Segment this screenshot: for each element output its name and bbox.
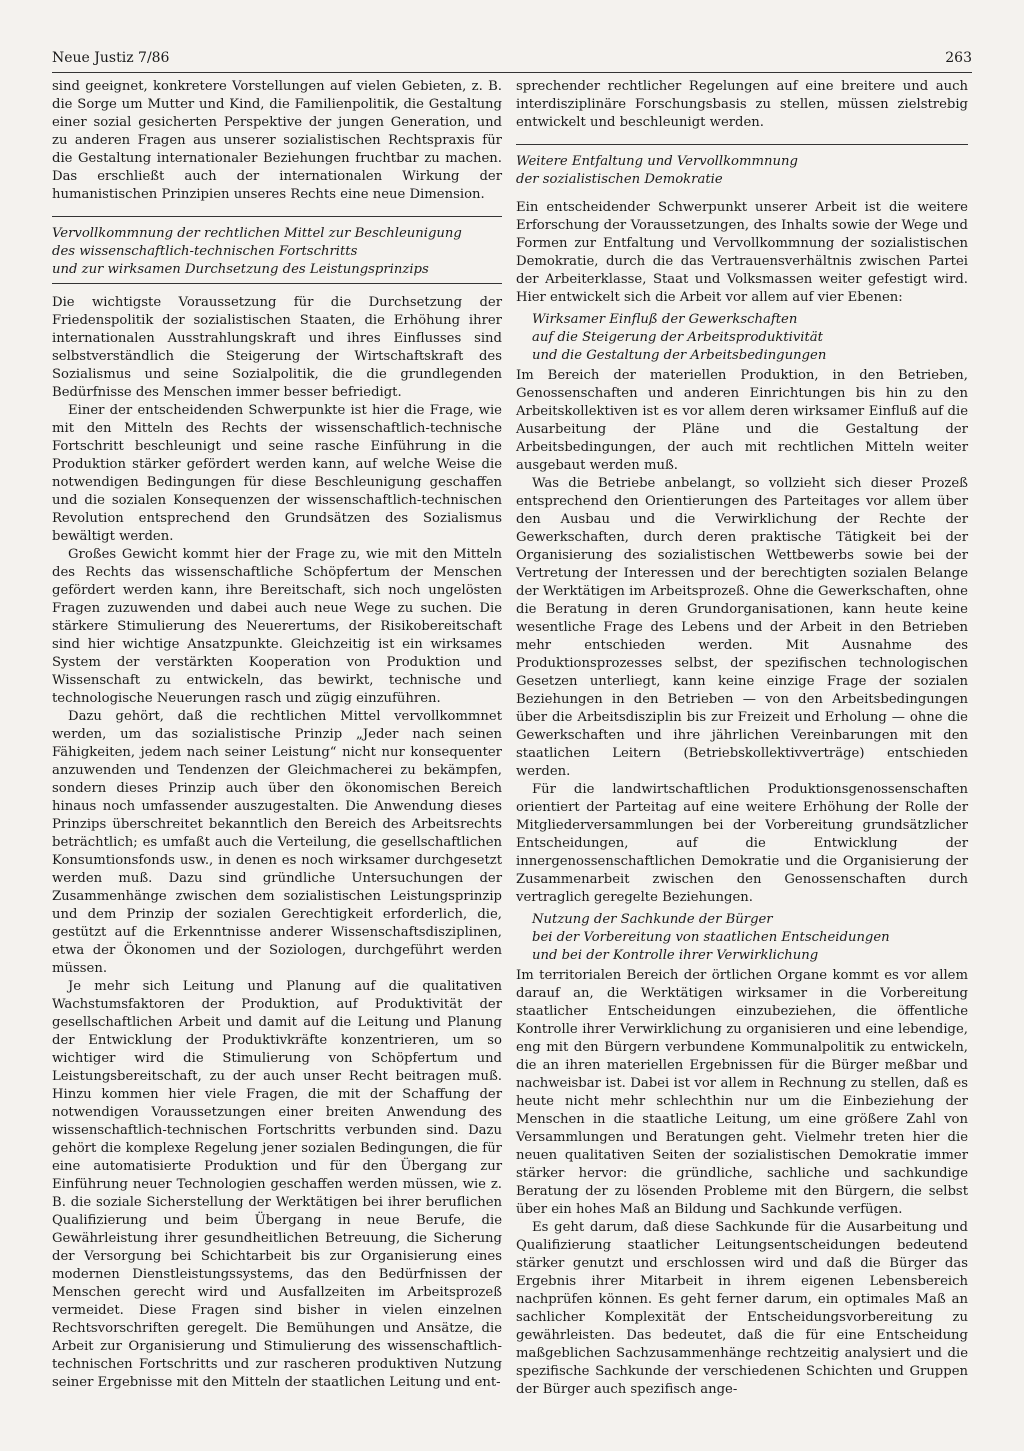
page-header — [52, 50, 972, 73]
paragraph: Es geht darum, daß diese Sachkunde für die Ausarbeitung und Qualifizierung staatlicher Leitungsentscheidungen bedeutend stärker genutzt und erschlossen wird und daß die Bürger das Ergebnis ihrer Mitarbeit in ihrem eigenen Lebensbereich nachprüfen können. Es geht ferner darum, ein optimales Maß an sachlicher Komplexität der Entscheidungsvorbereitung zu gewährleisten. Das bedeutet, daß die für eine Entscheidung maßgeblichen Sachzusammenhänge rechtzeitig analysiert und die spezifische Sachkunde der verschiedenen Schichten und Gruppen der Bürger auch spezifisch ange- — [516, 1220, 968, 1397]
paragraph: Die wichtigste Voraussetzung für die Durchsetzung der Friedenspolitik der sozialistischen Staaten, die Erhöhung ihrer internationalen Ausstrahlungskraft und ihres Einflusses sind selbstverständlich die Steigerung der Wirtschaftskraft des Sozialismus und seine Sozialpolitik, die die grundlegenden Bedürfnisse des Menschen immer besser befriedigt. — [52, 295, 502, 400]
journal-title: Neue Justiz 7/86 — [52, 50, 170, 66]
section-heading: Weitere Entfaltung und Vervollkommnung der sozialistischen Demokratie — [516, 144, 968, 189]
page-number: 263 — [945, 50, 972, 66]
right-column — [516, 78, 968, 1399]
subsection-heading: Nutzung der Sachkunde der Bürger bei der Vorbereitung von staatlichen Entscheidungen und bei der Kontrolle ihrer Verwirklichung — [532, 912, 890, 963]
paragraph: Einer der entscheidenden Schwerpunkte ist hier die Frage, wie mit den Mitteln des Rechts der wissenschaftlich-technische Fortschritt beschleunigt und seine rasche Einführung in die Produktion stärker gefördert werden kann, auf welche Weise die notwendigen Bedingungen für diese Beschleunigung geschaffen und die sozialen Konsequenzen der wissenschaftlich-technischen Revolution entsprechend den Grundsätzen des Sozialismus bewältigt werden. — [52, 403, 502, 544]
paragraph: Dazu gehört, daß die rechtlichen Mittel vervollkommnet werden, um das sozialistische Prinzip „Jeder nach seinen Fähigkeiten, jedem nach seiner Leistung“ nicht nur konsequenter anzuwenden und Tendenzen der Gleichmacherei zu bekämpfen, sondern dieses Prinzip auch über den ökonomischen Bereich hinaus noch umfassender auszugestalten. Die Anwendung dieses Prinzips überschreitet bekanntlich den Bereich des Arbeitsrechts beträchtlich; es umfaßt auch die Verteilung, die gesellschaftlichen Konsumtionsfonds usw., in denen es noch wirksamer durchgesetzt werden muß. Dazu sind gründliche Untersuchungen der Zusammenhänge zwischen dem sozialistischen Leistungsprinzip und dem Prinzip der sozialen Gerechtigkeit erforderlich, die, gestützt auf die Erkenntnisse anderer Wissenschaftsdisziplinen, etwa der Ökonomen und der Soziologen, durchgeführt werden müssen. — [52, 709, 502, 976]
paragraph: Was die Betriebe anbelangt, so vollzieht sich dieser Prozeß entsprechend den Orientierungen des Parteitages vor allem über den Ausbau und die Verwirklichung der Rechte der Gewerkschaften, durch deren praktische Tätigkeit bei der Organisierung des sozialistischen Wettbewerbs sowie bei der Vertretung der Interessen und der berechtigten sozialen Belange der Werktätigen im Arbeitsprozeß. Ohne die Gewerkschaften, ohne die Beratung in deren Grundorganisationen, kann heute keine wesentliche Frage des Lebens und der Arbeit in den Betrieben mehr entschieden werden. Mit Ausnahme des Produktionsprozesses selbst, der spezifischen technologischen Gesetzen unterliegt, kann keine einzige Frage der sozialen Beziehungen in den Betrieben — von den Arbeitsbedingungen über die Arbeitsdisziplin bis zur Freizeit und Erholung — ohne die Gewerkschaften und ihre jährlichen Vereinbarungen mit den staatlichen Leitern (Betriebskollektivverträge) entschieden werden. — [516, 476, 968, 779]
subsection-heading: Wirksamer Einfluß der Gewerkschaften auf die Steigerung der Arbeitsproduktivität und die Gestaltung der Arbeitsbedingungen — [532, 312, 827, 363]
paragraph: Großes Gewicht kommt hier der Frage zu, wie mit den Mitteln des Rechts das wissenschaftliche Schöpfertum der Menschen gefördert werden kann, ihre Bereitschaft, sich noch ungelösten Fragen zuzuwenden und dabei auch neue Wege zu suchen. Die stärkere Stimulierung des Neuerertums, der Risikobereitschaft sind hier wichtige Ansatzpunkte. Gleichzeitig ist ein wirksames System der verstärkten Kooperation von Produktion und Wissenschaft zu entwickeln, das bewirkt, technische und technologische Neuerungen rasch und zügig einzuführen. — [52, 547, 502, 706]
paragraph: Je mehr sich Leitung und Planung auf die qualitativen Wachstumsfaktoren der Produktion, auf Produktivität der gesellschaftlichen Arbeit und damit auf die Leitung und Planung der Entwicklung der Produktivkräfte konzentrieren, um so wichtiger wird die Stimulierung von Schöpfertum und Leistungsbereitschaft, zu der auch unser Recht beitragen muß. Hinzu kommen hier viele Fragen, die mit der Schaffung der notwendigen Voraussetzungen einer breiten Anwendung des wissenschaftlich-technischen Fortschritts verbunden sind. Dazu gehört die komplexe Regelung jener sozialen Bedingungen, die für eine automatisierte Produktion und für den Übergang zur Einführung neuer Technologien geschaffen werden müssen, wie z. B. die soziale Sicherstellung der Werktätigen bei ihrer beruflichen Qualifizierung und beim Übergang in neue Berufe, die Gewährleistung ihrer gesundheitlichen Betreuung, die Sicherung der Versorgung bei Schichtarbeit bis zur Organisierung eines modernen Dienstleistungssystems, das den Bedürfnissen der Menschen gerecht wird und Ausfallzeiten im Arbeitsprozeß vermeidet. Diese Fragen sind bisher in vielen einzelnen Rechtsvorschriften geregelt. Die Bemühungen und Ansätze, die Arbeit zur Organisierung und Stimulierung des wissenschaftlich-technischen Fortschritts und zur rascheren produktiven Nutzung seiner Ergebnisse mit den Mitteln der staatlichen Leitung und ent- — [52, 979, 502, 1390]
paragraph: Im Bereich der materiellen Produktion, in den Betrieben, Genossenschaften und anderen Einrichtungen bis hin zu den Arbeitskollektiven ist es vor allem deren wirksamer Einfluß auf die Ausarbeitung der Pläne und die Gestaltung der Arbeitsbedingungen, der auch mit rechtlichen Mitteln weiter ausgebaut werden muß. — [516, 368, 968, 473]
paragraph: sprechender rechtlicher Regelungen auf eine breitere und auch interdisziplinäre Forschungsbasis zu stellen, müssen zielstrebig entwickelt und beschleunigt werden. — [516, 79, 968, 130]
paragraph: Für die landwirtschaftlichen Produktionsgenossenschaften orientiert der Parteitag auf eine weitere Erhöhung der Rolle der Mitgliederversammlungen bei der Vorbereitung grundsätzlicher Entscheidungen, auf die Entwicklung der innergenossenschaftlichen Demokratie und die Organisierung der Zusammenarbeit zwischen den Genossenschaften durch vertraglich geregelte Beziehungen. — [516, 782, 968, 905]
left-column — [52, 78, 502, 1392]
paragraph: sind geeignet, konkretere Vorstellungen auf vielen Gebieten, z. B. die Sorge um Mutter und Kind, die Familienpolitik, die Gestaltung einer sozial gesicherten Perspektive der jungen Generation, und zu anderen Fragen aus unserer sozialistischen Rechtspraxis für die Gestaltung internationaler Beziehungen fruchtbar zu machen. Das erschließt auch der internationalen Wirkung der humanistischen Prinzipien unseres Rechts eine neue Dimension. — [52, 79, 502, 202]
section-heading: Vervollkommnung der rechtlichen Mittel zur Beschleunigung des wissenschaftlich-technischen Fortschritts und zur wirksamen Durchsetzung des Leistungsprinzips — [52, 216, 502, 284]
paragraph: Ein entscheidender Schwerpunkt unserer Arbeit ist die weitere Erforschung der Voraussetzungen, des Inhalts sowie der Wege und Formen zur Entfaltung und Vervollkommnung der sozialistischen Demokratie, durch die das Vertrauensverhältnis zwischen Partei der Arbeiterklasse, Staat und Volksmassen weiter gefestigt wird. Hier entwickelt sich die Arbeit vor allem auf vier Ebenen: — [516, 200, 968, 305]
paragraph: Im territorialen Bereich der örtlichen Organe kommt es vor allem darauf an, die Werktätigen wirksamer in die Vorbereitung staatlicher Entscheidungen einzubeziehen, die öffentliche Kontrolle ihrer Verwirklichung zu organisieren und eine lebendige, eng mit den Bürgern verbundene Kommunalpolitik zu entwickeln, die an ihren materiellen Ergebnissen für die Bürger meßbar und nachweisbar ist. Dabei ist vor allem in Rechnung zu stellen, daß es heute nicht mehr schlechthin nur um die Einbeziehung der Menschen in die staatliche Leitung, um eine größere Zahl von Versammlungen und Beratungen geht. Vielmehr treten hier die neuen qualitativen Seiten der sozialistischen Demokratie immer stärker hervor: die gründliche, sachliche und sachkundige Beratung der zu lösenden Probleme mit den Bürgern, die selbst über ein hohes Maß an Bildung und Sachkunde verfügen. — [516, 968, 968, 1217]
